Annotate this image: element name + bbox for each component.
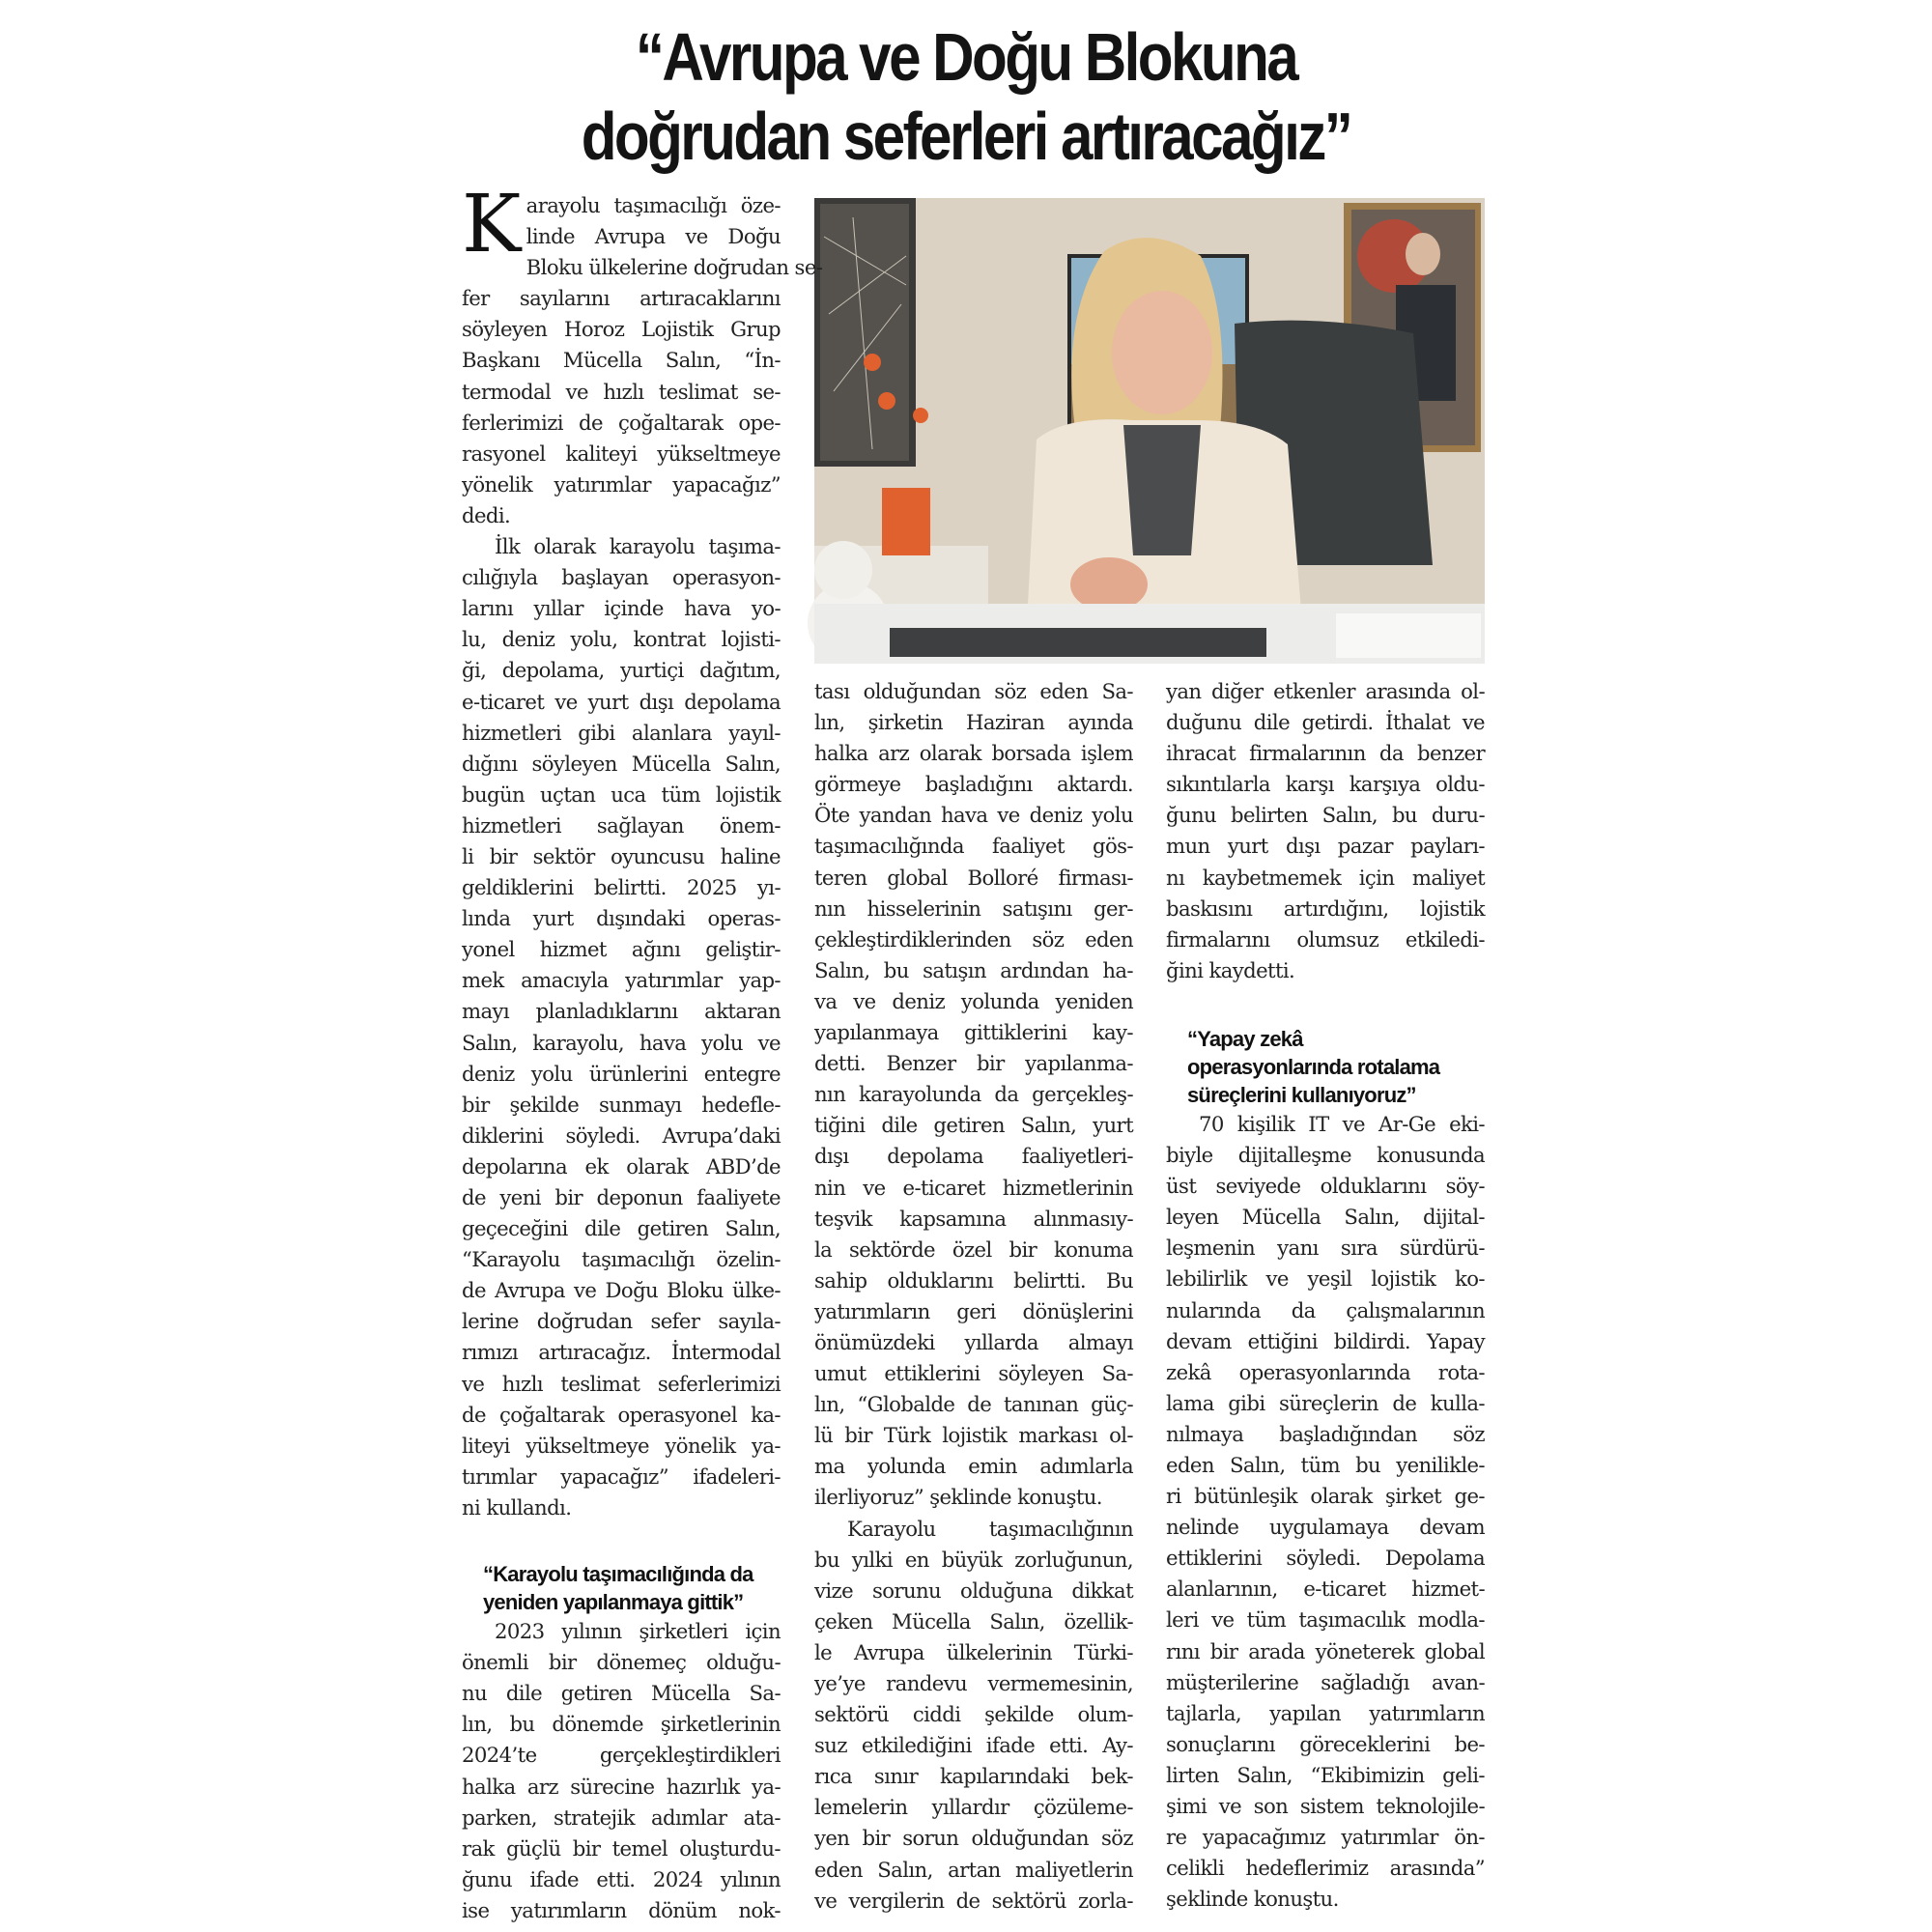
text-line: linde Avrupa ve Doğu [526,224,781,249]
text-line: yen bir sorun olduğundan söz [814,1826,1133,1851]
text-line: de çoğaltarak operasyonel ka- [462,1402,781,1427]
text-line: görmeye başladığını aktardı. [814,772,1133,797]
text-line: 2023 yılının şirketleri için [495,1619,781,1644]
text-line: 2024’te gerçekleştirdikleri [462,1743,781,1768]
text-line: nularında da çalışmalarının [1166,1297,1485,1322]
text-line: lü bir Türk lojistik markası ol- [814,1423,1133,1448]
notepad [1336,613,1481,658]
text-line: lerine doğrudan sefer sayıla- [462,1309,781,1334]
text-line: firmalarını olumsuz etkiledi- [1166,926,1485,952]
text-line: sektörü ciddi şekilde olum- [814,1702,1133,1727]
text-line: geldiklerini belirtti. 2025 yı- [462,875,781,900]
text-line: tası olduğundan söz eden Sa- [814,679,1133,703]
text-line: devam ettiğini bildirdi. Yapay [1166,1328,1485,1353]
text-line: zekâ operasyonlarında rota- [1166,1359,1485,1384]
text-line: önümüzdeki yıllarda almayı [814,1329,1133,1354]
text-line: yapılanmaya gittiklerini kay- [814,1020,1133,1045]
text-line: çeken Mücella Salın, özellik- [814,1608,1133,1634]
text-line: Salın, bu satışın ardından ha- [814,957,1133,982]
text-line: geçeceğini dile getiren Salın, [462,1216,781,1241]
text-line: nı kaybetmemek için maliyet [1166,865,1485,890]
text-line: rını bir arada yöneterek global [1166,1638,1485,1663]
text-line: lın, “Globalde de tanınan güç- [814,1392,1133,1417]
text-line: sıkıntılarla karşı karşıya oldu- [1166,772,1485,797]
portrait-photo-illustration [814,198,1485,664]
text-line: cılığıyla başlayan operasyon- [462,565,781,590]
text-line: lu, deniz yolu, kontrat lojisti- [462,627,781,652]
text-line: lın, bu dönemde şirketlerinin [462,1712,781,1737]
text-line: baskısını artırdığını, lojistik [1166,895,1485,921]
text-line: şeklinde konuştu. [1166,1887,1339,1912]
paragraph [1166,676,1485,986]
text-line: rımızı artıracağız. İntermodal [462,1340,781,1365]
text-line: üst seviyede olduklarını söy- [1166,1174,1485,1199]
text-line: leri ve tüm taşımacılık modla- [1166,1607,1485,1633]
flower-pot [882,488,930,555]
text-line: suz etkilediğini ifade etti. Ay- [814,1733,1133,1758]
text-line: ferlerimizi de çoğaltarak ope- [462,410,781,435]
text-line: rasyonel kaliteyi yükseltmeye [462,440,781,466]
dark-top [1123,425,1201,555]
headline-line-1: “Avrupa ve Doğu Blokuna [635,19,1297,95]
text-line: re yapacağımız yatırımlar ön- [1166,1825,1485,1850]
text-line: diklerini söyledi. Avrupa’daki [462,1122,781,1148]
text-line: vize sorunu olduğuna dikkat [814,1577,1133,1603]
text-line: teşvik kapsamına alınmasıy- [814,1206,1133,1231]
text-line: “Karayolu taşımacılığı özelin- [462,1247,781,1272]
text-line: teren global Bolloré firması- [814,865,1133,890]
text-line: söyleyen Horoz Lojistik Grup [462,317,781,342]
text-line: şimi ve son sistem teknolojile- [1166,1794,1485,1818]
paragraph [1166,1109,1485,1915]
text-line: yatırımların geri dönüşlerini [814,1298,1133,1323]
text-line: ni kullandı. [462,1494,572,1520]
text-line: duğunu dile getirdi. İthalat ve [1166,710,1485,735]
text-line: lama gibi süreçlerin de kulla- [1166,1390,1485,1415]
orchid-flower [864,354,881,371]
text-line: ihracat firmalarının da benzer [1166,741,1485,766]
text-line: bir şekilde sunmayı hedefle- [462,1092,781,1117]
text-line: e-ticaret ve yurt dışı depolama [462,689,781,714]
text-line: biyle dijitalleşme konusunda [1166,1143,1485,1168]
headline [526,17,1406,176]
text-line: leyen Mücella Salın, dijital- [1166,1205,1485,1230]
subheading-line: yeniden yapılanmaya gittik” [483,1590,744,1615]
text-line: nu dile getiren Mücella Sa- [462,1681,781,1706]
text-line: 70 kişilik IT ve Ar-Ge eki- [1199,1111,1485,1136]
text-line: sonuçlarını göreceklerini be- [1166,1731,1485,1756]
text-line: mun yurt dışı pazar payları- [1166,834,1485,859]
text-line: halka arz sürecine hazırlık ya- [462,1774,781,1799]
text-line: Karayolu taşımacılığının [847,1516,1133,1541]
painting-face [1406,233,1440,275]
text-line: parken, stratejik adımlar ata- [462,1804,781,1830]
text-line: dığını söyleyen Mücella Salın, [462,751,781,776]
text-line: eden Salın, tüm bu yenilikle- [1166,1452,1485,1477]
text-line: alanlarının, e-ticaret hizmet- [1166,1577,1485,1602]
text-line: hizmetleri sağlayan önem- [462,812,781,838]
text-line: ye’ye randevu vermemesinin, [814,1671,1133,1695]
text-line: halka arz olarak borsada işlem [814,741,1133,766]
text-line: liteyi yükseltmeye yönelik ya- [462,1433,781,1458]
text-line: mayı planladıklarını aktaran [462,999,781,1024]
text-line: İlk olarak karayolu taşıma- [495,534,781,559]
text-line: yonel hizmet ağını geliştir- [462,937,781,962]
text-line: ğini kaydetti. [1166,957,1295,982]
white-orchid [814,541,872,599]
text-line: le Avrupa ülkelerinin Türki- [814,1639,1133,1664]
subheading [483,1560,781,1616]
text-line: bu yılki en büyük zorluğunun, [814,1547,1133,1572]
text-line: depolarına ek olarak ABD’de [462,1153,781,1179]
text-line: nın karayolunda da gerçekleş- [814,1082,1133,1107]
text-line: ğunu ifade etti. 2024 yılının [462,1866,781,1891]
article-column-3 [1166,676,1485,1915]
keyboard [890,628,1266,657]
text-line: sahip olduklarını belirtti. Bu [814,1267,1133,1293]
text-line: arayolu taşımacılığı öze- [526,193,781,217]
article-column-1 [462,179,823,1926]
text-line: ise yatırımların dönüm nok- [462,1897,781,1922]
subheading-line: “Karayolu taşımacılığında da [483,1562,753,1587]
text-line: nın hisselerinin satışını ger- [814,895,1133,921]
text-line: rak güçlü bir temel oluşturdu- [462,1835,781,1861]
text-line: la sektörde özel bir konuma [814,1236,1133,1262]
text-line: Başkanı Mücella Salın, “İn- [462,348,781,373]
text-line: Öte yandan hava ve deniz yolu [814,803,1133,828]
paragraph [462,531,781,1523]
text-line: detti. Benzer bir yapılanma- [814,1051,1133,1076]
text-line: umut ettiklerini söyleyen Sa- [814,1361,1133,1386]
text-line: ği, depolama, yurtiçi dağıtım, [462,658,781,683]
text-line: nin ve e-ticaret hizmetlerinin [814,1175,1133,1200]
article-photo [814,198,1485,664]
text-line: çekleştirdiklerinden söz eden [814,926,1133,952]
text-line: lemelerin yıllardır çözüleme- [814,1795,1133,1820]
text-line: bugün uçtan uca tüm lojistik [462,781,781,807]
text-line: ğunu belirten Salın, bu duru- [1166,803,1485,828]
orchid-flower [913,408,928,423]
article-column-2 [814,676,1133,1917]
text-line: ve vergilerin de sektörü zorla- [814,1888,1133,1913]
text-line: taşımacılığında faaliyet gös- [814,834,1133,859]
text-line: lında yurt dışındaki operas- [462,906,781,931]
text-line: ma yolunda emin adımlarla [814,1454,1133,1479]
subheading [1187,1025,1485,1109]
text-line: Salın, karayolu, hava yolu ve [462,1030,781,1055]
text-line: va ve deniz yolunda yeniden [814,988,1133,1013]
text-line: fer sayılarını artıracaklarını [462,286,781,311]
dropcap: K [462,179,521,270]
text-line: dedi. [462,502,511,527]
text-line: mek amacıyla yatırımlar yap- [462,968,781,993]
text-line: termodal ve hızlı teslimat se- [462,379,781,404]
text-line: ri bütünleşik olarak şirket ge- [1166,1484,1485,1509]
text-line: deniz yolu ürünlerini entegre [462,1061,781,1086]
headline-line-2: doğrudan seferleri artıracağız” [581,99,1351,174]
text-line: önemli bir dönemeç olduğu- [462,1650,781,1675]
text-line: dışı depolama faaliyetleri- [814,1144,1133,1169]
text-line: tırımlar yapacağız” ifadeleri- [462,1463,781,1489]
text-line: leşmenin yanı sıra sürdürü- [1166,1236,1485,1261]
text-line: ettiklerini söyledi. Depolama [1166,1546,1485,1571]
text-line: de Avrupa ve Doğu Bloku ülke- [462,1278,781,1303]
face [1112,291,1212,414]
text-line: ilerliyoruz” şeklinde konuştu. [814,1485,1102,1510]
subheading-line: süreçlerini kullanıyoruz” [1187,1082,1416,1107]
subheading-line: operasyonlarında rotalama [1187,1054,1440,1079]
paragraph [814,676,1133,1514]
text-line: yan diğer etkenler arasında ol- [1166,679,1485,703]
text-line: yönelik yatırımlar yapacağız” [462,471,781,497]
text-line: li bir sektör oyuncusu haline [462,843,781,868]
orchid-flower [878,392,895,410]
text-line: Bloku ülkelerine doğrudan se- [526,255,823,280]
text-line: de yeni bir deponun faaliyete [462,1185,781,1209]
text-line: tajlarla, yapılan yatırımların [1166,1700,1485,1725]
text-line: celikli hedeflerimiz arasında” [1166,1856,1485,1881]
text-line: hizmetleri gibi alanlara yayıl- [462,720,781,745]
paragraph-intro [462,179,823,531]
text-line: nelinde uygulamaya devam [1166,1515,1485,1540]
text-line: larını yıllar içinde hava yo- [462,596,781,621]
text-line: nılmaya başladığından söz [1166,1421,1485,1446]
subheading-line: “Yapay zekâ [1187,1026,1303,1051]
text-line: ve hızlı teslimat seferlerimizi [462,1371,781,1396]
text-line: lebilirlik ve yeşil lojistik ko- [1166,1266,1485,1292]
clasped-hands [1070,557,1148,611]
paragraph [462,1616,781,1926]
text-line: rıca sınır kapılarındaki bek- [814,1764,1133,1789]
text-line: tiğini dile getiren Salın, yurt [814,1113,1133,1138]
text-line: lirten Salın, “Ekibimizin geli- [1166,1762,1485,1787]
text-line: müşterilerine sağladığı avan- [1166,1669,1485,1694]
paragraph [814,1514,1133,1917]
text-line: eden Salın, artan maliyetlerin [814,1857,1133,1882]
text-line: lın, şirketin Haziran ayında [814,710,1133,735]
